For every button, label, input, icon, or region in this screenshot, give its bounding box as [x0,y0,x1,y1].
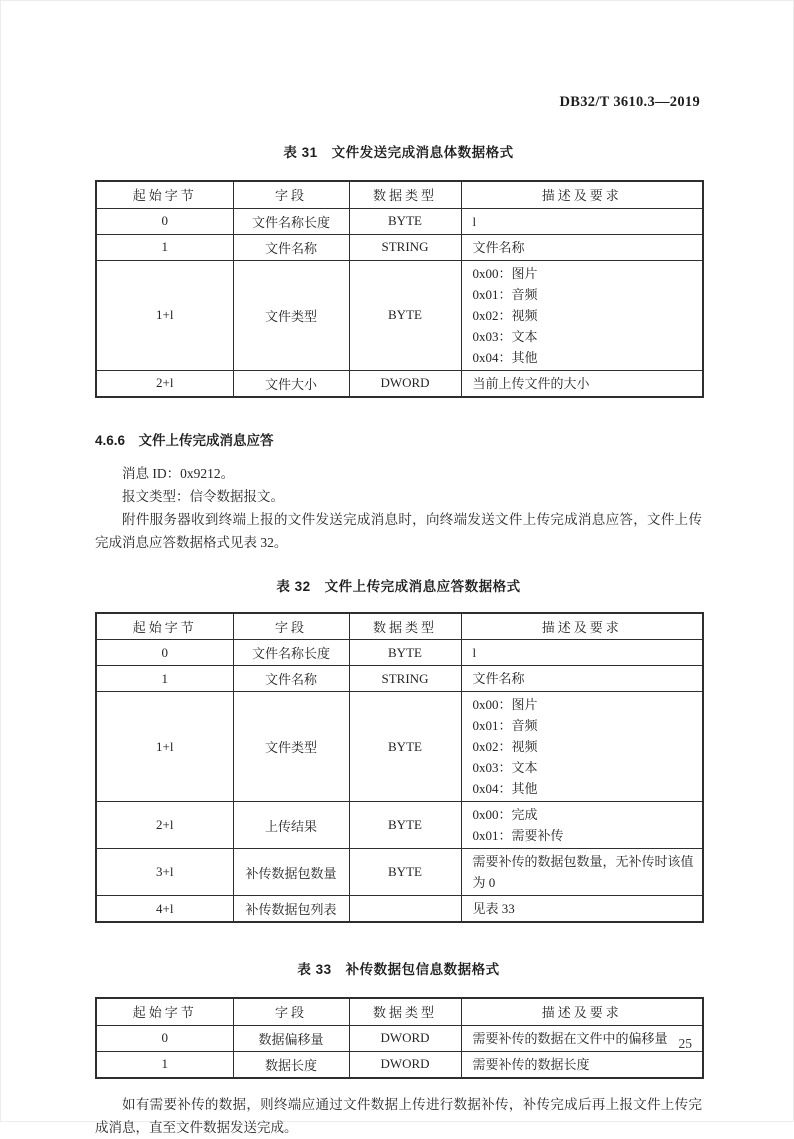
header-row [96,613,703,640]
data-type-cell: BYTE [349,640,461,666]
data-type-cell: BYTE [349,692,461,802]
start-byte-cell: 3+l [96,849,233,896]
field-cell: 文件大小 [233,370,349,397]
description-cell [461,234,703,260]
field-cell: 补传数据包数量 [233,849,349,896]
description-line: l [472,213,477,229]
field-cell: 补传数据包列表 [233,896,349,923]
table-33 [95,997,704,1079]
description-line: l [472,645,477,660]
column-header: 数据类型 [349,613,461,640]
start-byte-cell: 0 [96,208,233,234]
description-cell [461,849,703,896]
description-line: 0x03：文本 [472,760,538,775]
description-cell [461,260,703,370]
description-cell [461,666,703,692]
description-line: 0x01：需要补传 [472,828,564,843]
field-cell: 文件名称长度 [233,640,349,666]
description-cell [461,640,703,666]
description-cell [461,802,703,849]
description-line: 当前上传文件的大小 [472,375,590,391]
table-31 [95,180,704,398]
start-byte-cell: 1 [96,666,233,692]
column-header: 起始字节 [96,998,233,1025]
description-cell [461,1025,703,1051]
column-header: 数据类型 [349,998,461,1025]
data-type-cell: BYTE [349,849,461,896]
column-header: 字段 [233,998,349,1025]
section-heading-4-6-6: 4.6.6 文件上传完成消息应答 [95,432,274,448]
field-cell: 上传结果 [233,802,349,849]
description-cell [461,208,703,234]
field-cell: 文件名称 [233,666,349,692]
table-32 [95,612,704,924]
description-cell [461,692,703,802]
data-type-cell: DWORD [349,1051,461,1078]
field-cell: 文件类型 [233,692,349,802]
field-cell: 文件名称长度 [233,208,349,234]
column-header: 起始字节 [96,613,233,640]
table-row [96,234,703,260]
column-header: 描述及要求 [461,998,703,1025]
start-byte-cell: 4+l [96,896,233,923]
column-header: 描述及要求 [461,181,703,208]
description-line: 文件名称 [472,239,525,255]
section-paragraphs [95,462,702,554]
table-row [96,802,703,849]
field-cell: 数据偏移量 [233,1025,349,1051]
table-33-caption: 表 33 补传数据包信息数据格式 [297,962,500,977]
description-line: 0x03：文本 [472,328,538,344]
standard-code-header: DB32/T 3610.3—2019 [559,94,700,110]
description-line: 0x01：音频 [472,286,538,302]
paragraph-description: 附件服务器收到终端上报的文件发送完成消息时，向终端发送文件上传完成消息应答，文件上传完成消息应答数据格式见表 32。 [95,511,702,550]
data-type-cell: STRING [349,666,461,692]
table-row [96,370,703,397]
table-row [96,1025,703,1051]
table-32-caption: 表 32 文件上传完成消息应答数据格式 [276,578,521,594]
description-cell [461,370,703,397]
column-header: 字段 [233,181,349,208]
table-row [96,208,703,234]
description-line: 0x01：音频 [472,718,538,733]
description-line: 需要补传的数据长度 [472,1056,590,1072]
column-header: 起始字节 [96,181,233,208]
field-cell: 数据长度 [233,1051,349,1078]
table-31-caption: 表 31 文件发送完成消息体数据格式 [283,145,514,160]
header-row [96,998,703,1025]
column-header: 数据类型 [349,181,461,208]
table-row [96,849,703,896]
column-header: 描述及要求 [461,613,703,640]
description-line: 0x00：图片 [472,265,538,281]
description-line: 0x04：其他 [472,781,538,796]
description-line: 0x00：图片 [472,697,538,712]
data-type-cell: BYTE [349,260,461,370]
table-row [96,260,703,370]
paragraph-message-type: 报文类型：信令数据报文。 [122,488,284,504]
table-row [96,692,703,802]
description-line: 0x02：视频 [472,307,538,323]
page-number: 25 [678,1036,692,1051]
start-byte-cell: 2+l [96,370,233,397]
start-byte-cell: 1 [96,234,233,260]
description-line: 0x02：视频 [472,739,538,754]
start-byte-cell: 1+l [96,260,233,370]
start-byte-cell: 1+l [96,692,233,802]
data-type-cell: BYTE [349,802,461,849]
description-line: 见表 33 [472,901,515,916]
data-type-cell: DWORD [349,370,461,397]
description-cell [461,1051,703,1078]
table-row [96,666,703,692]
data-type-cell: STRING [349,234,461,260]
description-line: 需要补传的数据包数量，无补传时该值为 0 [472,854,694,890]
data-type-cell [349,896,461,923]
paragraph-message-id: 消息 ID：0x9212。 [122,465,235,481]
page-content [95,1,702,1139]
data-type-cell: BYTE [349,208,461,234]
table-row [96,640,703,666]
start-byte-cell: 0 [96,1025,233,1051]
closing-paragraph: 如有需要补传的数据，则终端应通过文件数据上传进行数据补传，补传完成后再上报文件上传完成消息，直至文件数据发送完成。 [95,1096,702,1135]
field-cell: 文件类型 [233,260,349,370]
table-row [96,896,703,923]
description-line: 文件名称 [472,671,525,686]
header-row [96,181,703,208]
start-byte-cell: 0 [96,640,233,666]
column-header: 字段 [233,613,349,640]
data-type-cell: DWORD [349,1025,461,1051]
description-line: 需要补传的数据在文件中的偏移量 [472,1030,668,1046]
description-line: 0x00：完成 [472,807,538,822]
start-byte-cell: 1 [96,1051,233,1078]
start-byte-cell: 2+l [96,802,233,849]
field-cell: 文件名称 [233,234,349,260]
table-row [96,1051,703,1078]
description-cell [461,896,703,923]
description-line: 0x04：其他 [472,349,538,365]
